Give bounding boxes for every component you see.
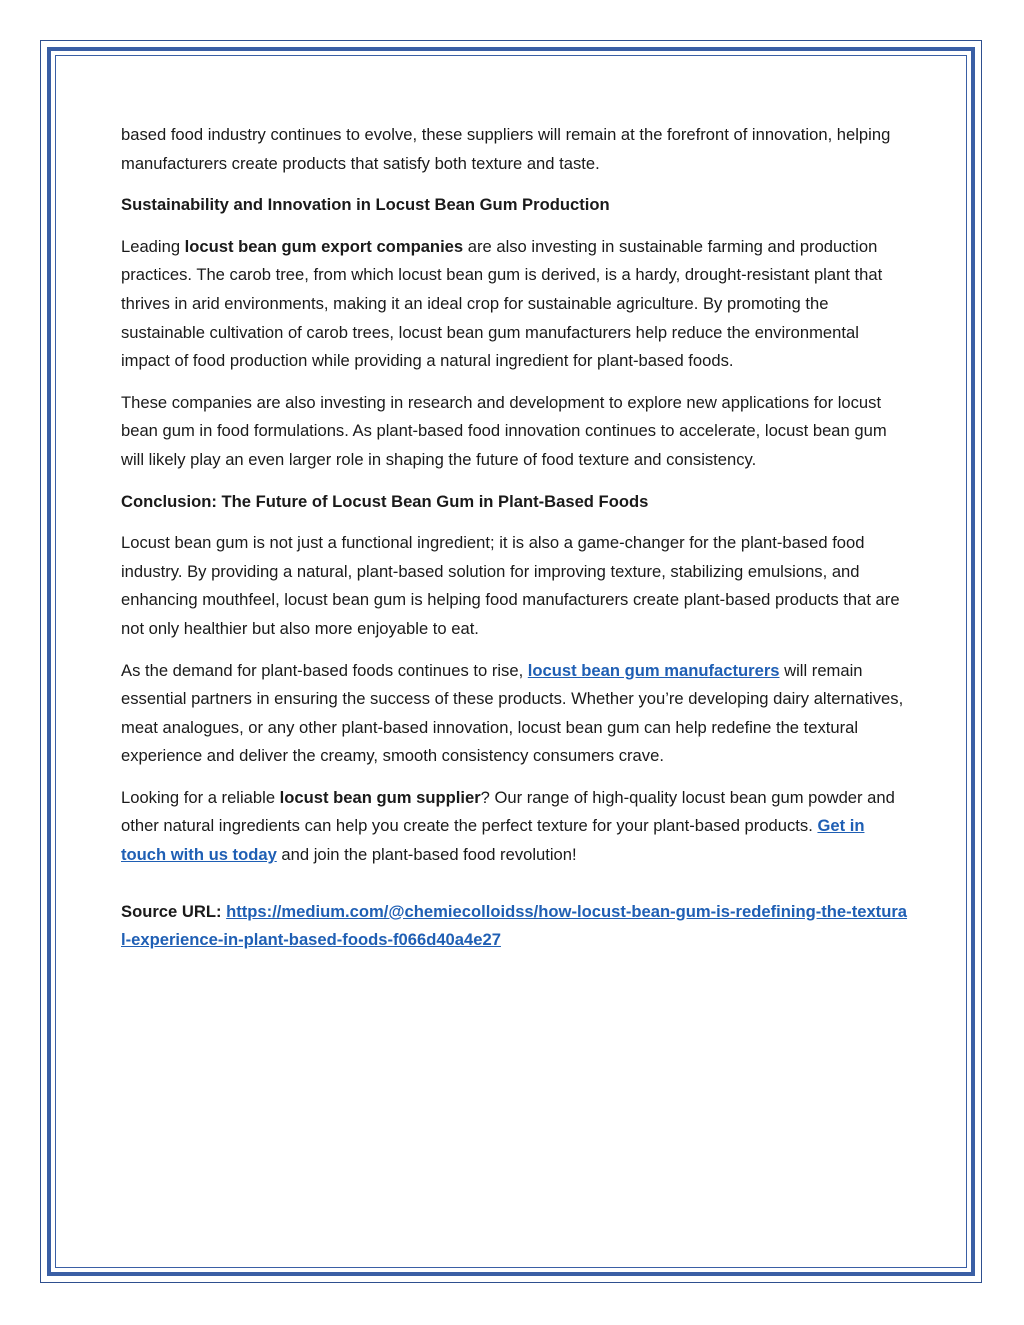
source-label: Source URL: [121, 901, 227, 921]
contact-link[interactable]: Get in touch with us today [121, 816, 865, 865]
paragraph-cta [121, 784, 911, 870]
paragraph-conclusion: Locust bean gum is not just a functional ingredient; it is also a game-changer for the plant-based food industry. By providing a natural, plant-based solution for improving texture, stabilizing emulsions, and enhancing mouthfeel, locust bean gum is helping food manufacturers create plant-based products that are not only healthier but also more enjoyable to eat. [121, 533, 900, 638]
text-segment: are also investing in sustainable farming and production practices. The carob tree, from which locust bean gum is derived, is a hardy, drought-resistant plant that thrives in arid environments, making it an ideal crop for sustainable agriculture. By promoting the sustainable cultivation of carob trees, locust bean gum manufacturers help reduce the environmental impact of food production while providing a natural ingredient for plant-based foods. [121, 236, 883, 371]
bold-supplier: locust bean gum supplier [279, 787, 481, 807]
paragraph-research: These companies are also investing in research and development to explore new applications for locust bean gum in food formulations. As plant-based food innovation continues to accelerate, locust bean gum will likely play an even larger role in shaping the future of food texture and consistency. [121, 392, 887, 469]
document-body [121, 121, 911, 968]
source-line [121, 898, 911, 955]
heading-sustainability: Sustainability and Innovation in Locust Bean Gum Production [121, 195, 610, 215]
text-segment: will remain essential partners in ensuring the success of these products. Whether you’re developing dairy alternatives, meat analogues, or any other plant-based innovation, locust bean gum can help redefine the textural experience and deliver the creamy, smooth consistency consumers crave. [121, 660, 904, 766]
heading-conclusion: Conclusion: The Future of Locust Bean Gum in Plant-Based Foods [121, 491, 649, 511]
text-segment: and join the plant-based food revolution! [276, 845, 577, 865]
source-url-link[interactable]: https://medium.com/@chemiecolloidss/how-locust-bean-gum-is-redefining-the-textural-experience-in-plant-based-foods-f066d40a4e27 [121, 901, 908, 950]
bold-export-companies: locust bean gum export companies [184, 236, 464, 256]
text-segment: As the demand for plant-based foods continues to rise, [121, 660, 528, 680]
paragraph-sustainability [121, 233, 911, 376]
paragraph-demand [121, 657, 911, 771]
manufacturers-link[interactable]: locust bean gum manufacturers [527, 660, 780, 680]
text-segment: Leading [121, 236, 185, 256]
paragraph-intro: based food industry continues to evolve, these suppliers will remain at the forefront of innovation, helping manufacturers create products that satisfy both texture and taste. [121, 125, 891, 173]
text-segment: Looking for a reliable [121, 787, 280, 807]
text-segment: ? Our range of high-quality locust bean gum powder and other natural ingredients can help you create the perfect texture for your plant-based products. [121, 787, 895, 836]
